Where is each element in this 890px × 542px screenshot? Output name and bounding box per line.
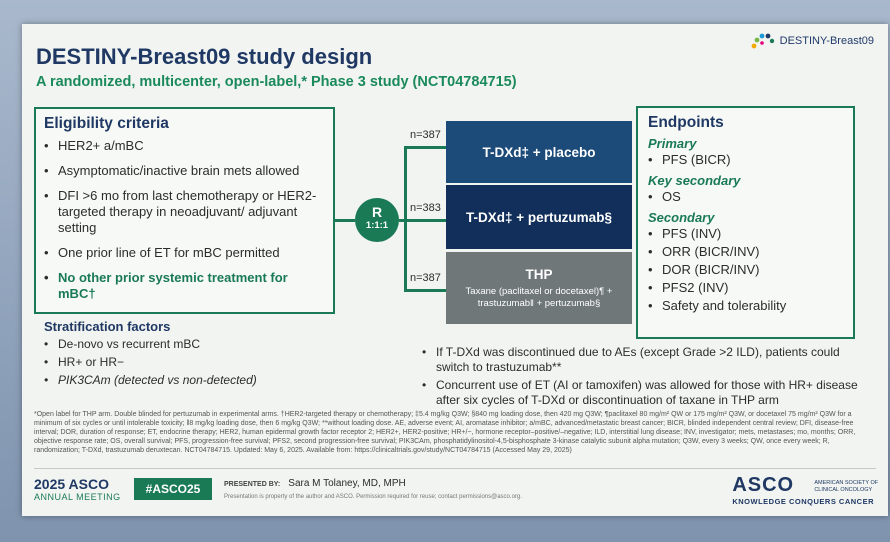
arm-title: T-DXd‡ + placebo: [482, 144, 596, 160]
arm2-n: n=383: [410, 202, 441, 214]
arm-subtitle: Taxane (paclitaxel or docetaxel)¶ + trastuzumab‖ + pertuzumab§: [465, 285, 613, 309]
endpoint-item: • PFS (BICR): [648, 151, 853, 169]
endpoints-box: [636, 106, 855, 339]
randomization-label: R: [371, 204, 383, 220]
randomization-circle: [355, 198, 399, 242]
asco-logo: [732, 474, 879, 506]
stratification-list: [44, 337, 344, 388]
endpoint-item: • PFS (INV): [648, 225, 853, 243]
meeting-logo: [34, 476, 121, 502]
endpoints-title: Endpoints: [648, 114, 724, 131]
slide: [22, 24, 888, 516]
arm-tdxd-placebo: [446, 121, 632, 183]
endpoints-key-secondary-list: [648, 188, 853, 206]
arm-title: THP: [525, 266, 553, 282]
notes-list: [422, 345, 862, 411]
footnote: *Open label for THP arm. Double blinded for pertuzumab in experimental arms. †HER2-targeted therapy or chemotherapy; ‡5.4 mg/kg Q3W; §840 mg loading dose, then 420 mg Q3W; ¶paclitaxel 80 mg/m² QW or 175 mg/m² Q3W, or docetaxel 75 mg/m² Q3W for a minimum of six cycles or until intolerable toxicity; ‖8 mg/kg loading dose, then 6 mg/kg Q3W; **without loading dose. AE, adverse event; AI, aromatase inhibitor; a/mBC, advanced/metastatic breast cancer; BICR, blinded independent central review; DFI, disease-free interval; DOR, duration of response; ET, endocrine therapy; HER2, human epidermal growth factor receptor 2; HER2+, HER2-positive; HR+/−, hormone receptor–positive/–negative; ILD, interstitial lung disease; INV, investigator; mets, metastases; mo, months; ORR, objective response rate; OS, overall survival; PFS, progression-free survival; PFS2, second progression-free survival; PIK3CAm, phosphatidylinositol-4,5-bisphosphate 3-kinase catalytic subunit alpha mutation; Q3W, every 3 weeks; QW, once every week; R, randomization; T-DXd, trastuzumab deruxtecan. NCT04784715. Updated: May 6, 2025. Available from: https://clinicaltrials.gov/study/NCT04784715 (Accessed May 29, 2025): [34, 411, 856, 454]
logo-text-suffix: -Breast09: [826, 35, 874, 47]
endpoint-item: • PFS2 (INV): [648, 279, 853, 297]
meeting-label: ANNUAL MEETING: [34, 492, 121, 502]
asco-society-name: AMERICAN SOCIETY OF CLINICAL ONCOLOGY: [814, 480, 879, 493]
connector-elig-to-r: [335, 219, 355, 222]
endpoints-secondary-label: Secondary: [648, 210, 715, 225]
page-subtitle: A randomized, multicenter, open-label,* Phase 3 study (NCT04784715): [36, 74, 517, 90]
endpoint-item: • ORR (BICR/INV): [648, 243, 853, 261]
asco-wordmark: ASCO: [732, 474, 795, 496]
stratification-title: Stratification factors: [44, 319, 171, 334]
endpoint-item: • DOR (BICR/INV): [648, 261, 853, 279]
note-item: • If T-DXd was discontinued due to AEs (except Grade >2 ILD), patients could switch to trastuzumab**: [422, 345, 862, 375]
rights-notice: Presentation is property of the author and ASCO. Permission required for reuse; contact permissions@asco.org.: [224, 494, 522, 500]
eligibility-box: [34, 107, 335, 314]
presenter-name: Sara M Tolaney, MD, MPH: [288, 478, 406, 489]
destiny-logo: [750, 32, 874, 50]
arm-thp: [446, 252, 632, 324]
stratification-item: • HR+ or HR−: [44, 355, 344, 370]
endpoints-secondary-list: [648, 225, 853, 315]
stratification-section: [44, 319, 344, 391]
connector-arm1: [404, 146, 446, 149]
eligibility-item: • Asymptomatic/inactive brain mets allowed: [44, 163, 325, 179]
eligibility-list: [36, 133, 333, 302]
arm3-n: n=387: [410, 272, 441, 284]
endpoints-key-secondary-label: Key secondary: [648, 173, 741, 188]
presenter: [224, 478, 406, 489]
endpoint-item: • Safety and tolerability: [648, 297, 853, 315]
arm-tdxd-pertuzumab: [446, 185, 632, 249]
destiny-logo-icon: [750, 32, 776, 50]
page-title: DESTINY-Breast09 study design: [36, 44, 373, 69]
hashtag-badge: #ASCO25: [134, 478, 212, 500]
stratification-item: • PIK3CAm (detected vs non-detected): [44, 373, 344, 388]
connector-arm2: [404, 219, 446, 222]
meeting-year: 2025 ASCO: [34, 476, 109, 492]
asco-tagline: KNOWLEDGE CONQUERS CANCER: [732, 497, 874, 506]
note-item: • Concurrent use of ET (AI or tamoxifen) was allowed for those with HR+ disease after six cycles of T-DXd or discontinuation of taxane in THP arm: [422, 378, 862, 408]
eligibility-item-highlight: • No other prior systemic treatment for mBC†: [44, 270, 325, 302]
endpoints-primary-list: [648, 151, 853, 169]
endpoint-item: • OS: [648, 188, 853, 206]
stratification-item: • De-novo vs recurrent mBC: [44, 337, 344, 352]
arm-title: T-DXd‡ + pertuzumab§: [466, 209, 612, 225]
logo-text: DESTINY: [779, 35, 827, 47]
connector-arm3: [404, 289, 446, 292]
footer-divider: [34, 468, 876, 469]
randomization-ratio: 1:1:1: [365, 220, 389, 231]
endpoints-primary-label: Primary: [648, 136, 697, 151]
eligibility-item: • One prior line of ET for mBC permitted: [44, 245, 325, 261]
arm1-n: n=387: [410, 129, 441, 141]
eligibility-item: • DFI >6 mo from last chemotherapy or HER2-targeted therapy in neoadjuvant/ adjuvant setting: [44, 188, 325, 236]
eligibility-title: Eligibility criteria: [44, 115, 169, 132]
footer: [22, 468, 888, 516]
presented-by-label: PRESENTED BY:: [224, 481, 281, 488]
eligibility-item: • HER2+ a/mBC: [44, 138, 325, 154]
